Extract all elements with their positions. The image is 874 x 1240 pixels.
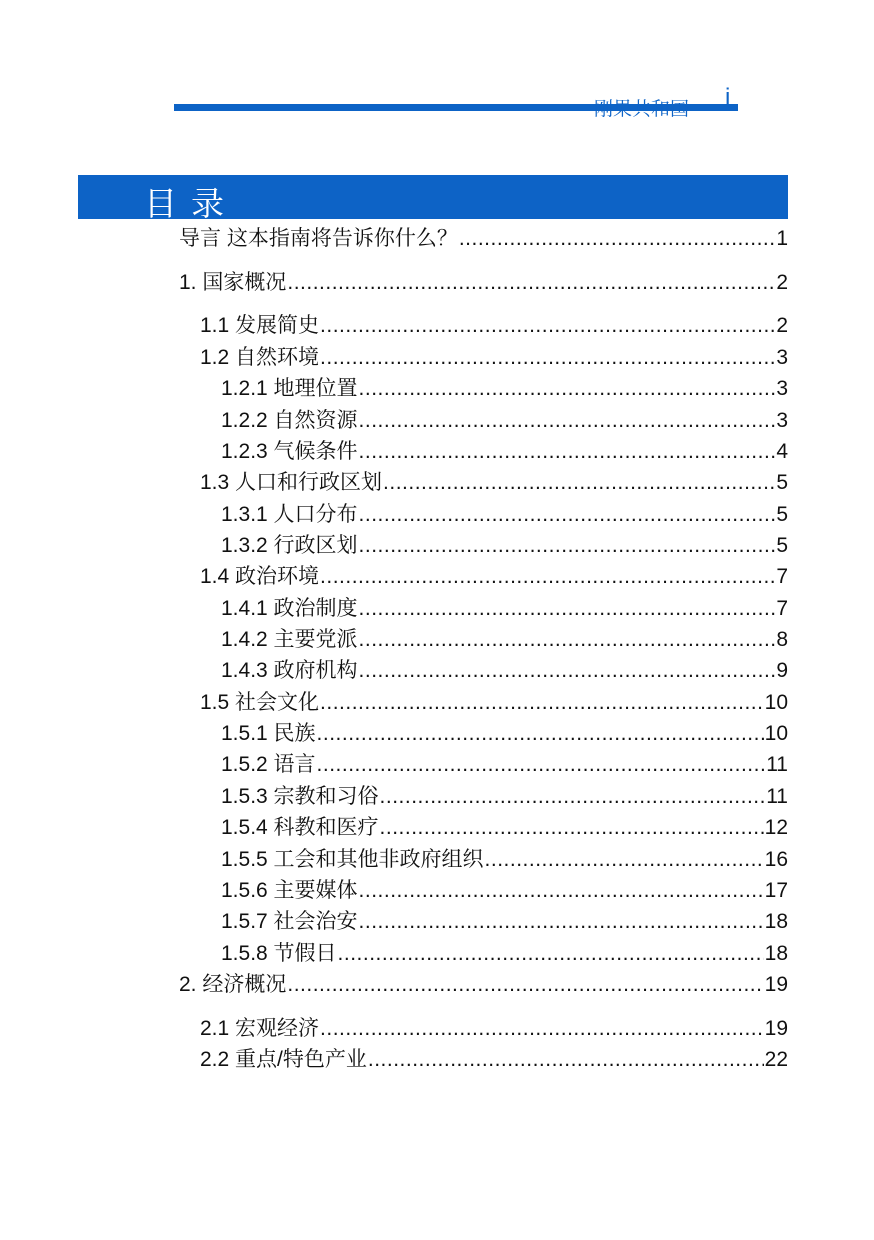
toc-entry[interactable] xyxy=(200,470,788,496)
toc-entry-page: 5 xyxy=(776,534,788,557)
toc-entry-page: 9 xyxy=(776,659,788,682)
toc-entry-page: 2 xyxy=(776,271,788,294)
toc-entry-page: 17 xyxy=(764,879,788,902)
toc-leader-dots xyxy=(359,376,776,402)
toc-entry-page: 5 xyxy=(776,471,788,494)
toc-entry-page: 1 xyxy=(776,227,788,250)
toc-entry[interactable] xyxy=(221,502,788,528)
toc-entry[interactable] xyxy=(221,533,788,559)
toc-entry[interactable] xyxy=(179,226,788,252)
toc-leader-dots xyxy=(359,439,776,465)
toc-entry-title: 2. 经济概况 xyxy=(179,973,287,996)
toc-leader-dots xyxy=(317,752,766,778)
toc-entry-page: 11 xyxy=(766,785,788,808)
toc-leader-dots xyxy=(359,627,776,653)
toc-leader-dots xyxy=(359,533,776,559)
toc-entry-title: 1. 国家概况 xyxy=(179,271,287,294)
toc-entry-title: 1.2.3 气候条件 xyxy=(221,440,358,463)
toc-entry[interactable] xyxy=(221,721,788,747)
toc-leader-dots xyxy=(359,878,764,904)
toc-entry[interactable] xyxy=(221,752,788,778)
toc-entry-page: 18 xyxy=(764,910,788,933)
toc-entry-page: 7 xyxy=(776,597,788,620)
toc-leader-dots xyxy=(287,270,775,296)
toc-entry-title: 1.4.3 政府机构 xyxy=(221,659,358,682)
toc-entry-title: 1.3.2 行政区划 xyxy=(221,534,358,557)
toc-leader-dots xyxy=(368,1047,764,1073)
toc-title: 目录 xyxy=(144,185,238,222)
toc-entry-page: 3 xyxy=(776,377,788,400)
toc-entry[interactable] xyxy=(200,1047,788,1073)
toc-leader-dots xyxy=(287,972,763,998)
toc-entry-page: 8 xyxy=(776,628,788,651)
toc-entry[interactable] xyxy=(200,313,788,339)
toc-entry-page: 7 xyxy=(776,565,788,588)
toc-leader-dots xyxy=(320,313,775,339)
toc-entry[interactable] xyxy=(200,345,788,371)
toc-entry[interactable] xyxy=(221,408,788,434)
toc-leader-dots xyxy=(459,226,775,252)
toc-entry-title: 导言 这本指南将告诉你什么？ xyxy=(179,227,458,250)
toc-leader-dots xyxy=(320,690,764,716)
header-country: 刚果共和国 xyxy=(594,99,690,120)
toc-entry-title: 1.1 发展简史 xyxy=(200,314,320,337)
toc-entry-title: 1.3.1 人口分布 xyxy=(221,503,358,526)
toc-entry-page: 2 xyxy=(776,314,788,337)
toc-entry-page: 10 xyxy=(764,722,788,745)
toc-entry-page: 16 xyxy=(764,848,788,871)
toc-entry[interactable] xyxy=(221,596,788,622)
toc-entry-title: 1.4.1 政治制度 xyxy=(221,597,358,620)
toc-entry-title: 1.2.2 自然资源 xyxy=(221,409,358,432)
toc-entry-page: 10 xyxy=(764,691,788,714)
toc-entry[interactable] xyxy=(221,815,788,841)
toc-entry-page: 3 xyxy=(776,409,788,432)
toc-entry-title: 2.2 重点/特色产业 xyxy=(200,1048,367,1071)
toc-entry-page: 5 xyxy=(776,503,788,526)
toc-entry-title: 1.5 社会文化 xyxy=(200,691,320,714)
toc-entry[interactable] xyxy=(221,941,788,967)
toc-entry-page: 18 xyxy=(764,942,788,965)
toc-entry[interactable] xyxy=(221,878,788,904)
toc-entry-title: 2.1 宏观经济 xyxy=(200,1017,320,1040)
toc-leader-dots xyxy=(317,721,764,747)
toc-leader-dots xyxy=(359,909,764,935)
toc-entry[interactable] xyxy=(221,376,788,402)
toc-leader-dots xyxy=(359,502,776,528)
toc-entry[interactable] xyxy=(221,439,788,465)
toc-entry[interactable] xyxy=(200,1016,788,1042)
toc-entry-page: 22 xyxy=(764,1048,788,1071)
toc-entry-title: 1.2 自然环境 xyxy=(200,346,320,369)
toc-entry-title: 1.2.1 地理位置 xyxy=(221,377,358,400)
toc-entry-title: 1.5.8 节假日 xyxy=(221,942,337,965)
toc-entry-page: 19 xyxy=(764,973,788,996)
toc-entry-title: 1.5.6 主要媒体 xyxy=(221,879,358,902)
toc-entry[interactable] xyxy=(179,270,788,296)
toc-leader-dots xyxy=(380,815,764,841)
toc-leader-dots xyxy=(359,658,776,684)
toc-entry[interactable] xyxy=(179,972,788,998)
toc-leader-dots xyxy=(320,345,775,371)
toc-leader-dots xyxy=(380,784,766,810)
toc-entry-title: 1.4.2 主要党派 xyxy=(221,628,358,651)
toc-entry-title: 1.5.3 宗教和习俗 xyxy=(221,785,379,808)
toc-leader-dots xyxy=(359,596,776,622)
toc-entry-page: 19 xyxy=(764,1017,788,1040)
toc-entry-title: 1.5.7 社会治安 xyxy=(221,910,358,933)
toc-entry-page: 3 xyxy=(776,346,788,369)
toc-leader-dots xyxy=(320,1016,764,1042)
toc-entry-title: 1.5.1 民族 xyxy=(221,722,316,745)
header-page-number: i xyxy=(725,84,731,111)
toc-entry[interactable] xyxy=(221,847,788,873)
toc-leader-dots xyxy=(320,564,775,590)
toc-entry[interactable] xyxy=(200,564,788,590)
toc-entry[interactable] xyxy=(221,909,788,935)
toc-entry-title: 1.4 政治环境 xyxy=(200,565,320,588)
toc-leader-dots xyxy=(485,847,764,873)
toc-entry-page: 4 xyxy=(776,440,788,463)
toc-entry-title: 1.5.4 科教和医疗 xyxy=(221,816,379,839)
toc-entry-page: 12 xyxy=(764,816,788,839)
toc-entry-title: 1.5.2 语言 xyxy=(221,753,316,776)
toc-entry-title: 1.5.5 工会和其他非政府组织 xyxy=(221,848,484,871)
toc-leader-dots xyxy=(383,470,775,496)
toc-entry-title: 1.3 人口和行政区划 xyxy=(200,471,383,494)
toc-entry[interactable] xyxy=(221,784,788,810)
toc-entry[interactable] xyxy=(221,658,788,684)
toc-leader-dots xyxy=(359,408,776,434)
toc-entry[interactable] xyxy=(221,627,788,653)
toc-leader-dots xyxy=(338,941,764,967)
toc-entry[interactable] xyxy=(200,690,788,716)
toc-entry-page: 11 xyxy=(766,753,788,776)
